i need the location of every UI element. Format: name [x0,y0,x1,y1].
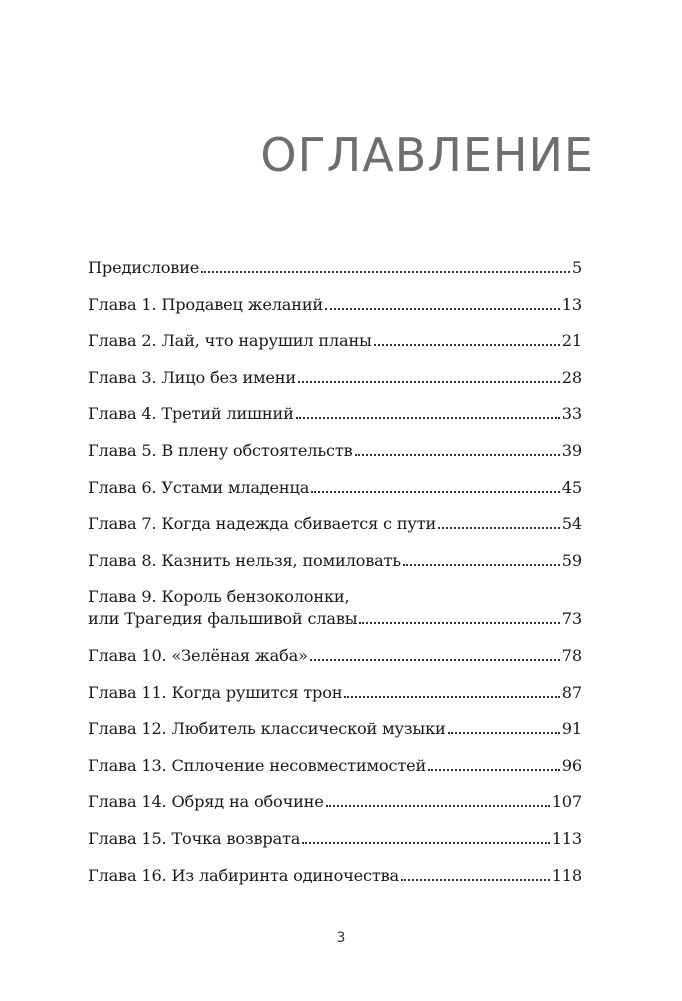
toc-entry-chapter-8[interactable] [88,550,582,572]
page-number: 3 [336,930,346,946]
dot-leader [325,308,560,310]
toc-entry-chapter-5[interactable] [88,440,582,462]
dot-leader [438,527,560,529]
toc-entry-page: 113 [551,828,582,848]
toc-entry-chapter-10[interactable] [88,645,582,667]
toc-entry-title: Глава 1. Продавец желаний [88,294,324,314]
toc-entry-chapter-3[interactable] [88,367,582,389]
toc-entry-title: Глава 7. Когда надежда сбивается с пути [88,514,437,534]
toc-entry-page: 54 [561,514,582,534]
table-of-contents [88,257,582,901]
toc-entry-chapter-1[interactable] [88,294,582,316]
toc-entry-page: 39 [561,440,582,460]
toc-entry-title: Глава 6. Устами младенца [88,477,310,497]
page-title: ОГЛАВЛЕНИЕ [260,128,594,182]
toc-entry-title: Предисловие [88,258,200,277]
toc-entry-page: 73 [561,609,582,629]
toc-entry-title: Глава 4. Третий лишний [88,404,294,424]
toc-entry-chapter-12[interactable] [88,718,582,740]
toc-entry-chapter-7[interactable] [88,513,582,535]
toc-entry-chapter-16[interactable] [88,865,582,887]
dot-leader [355,454,560,456]
toc-entry-title: Глава 2. Лай, что нарушил планы [88,331,372,351]
toc-entry-title: Глава 10. «Зелёная жаба» [88,645,308,665]
toc-entry-page: 21 [561,331,582,351]
toc-entry-title: Глава 15. Точка возврата [88,828,301,848]
toc-entry-chapter-4[interactable] [88,403,582,425]
toc-entry-page: 78 [561,645,582,665]
toc-entry-title: Глава 5. В плену обстоятельств [88,440,353,460]
toc-entry-preface[interactable] [88,257,582,279]
toc-entry-chapter-13[interactable] [88,755,582,777]
dot-leader [296,417,560,419]
toc-entry-page: 33 [561,404,582,424]
toc-entry-page: 118 [551,865,582,885]
toc-entry-title: Глава 13. Сплочение несовместимостей [88,755,427,775]
toc-entry-page: 91 [561,719,582,739]
toc-entry-chapter-2[interactable] [88,330,582,352]
dot-leader [448,732,560,734]
toc-entry-chapter-9[interactable] [88,586,582,630]
toc-entry-page: 13 [561,294,582,314]
toc-entry-title: Глава 11. Когда рушится трон [88,682,343,702]
toc-entry-chapter-15[interactable] [88,828,582,850]
toc-entry-page: 96 [561,755,582,775]
toc-entry-chapter-6[interactable] [88,477,582,499]
toc-entry-title: Глава 8. Казнить нельзя, помиловать [88,550,401,570]
toc-entry-title: Глава 3. Лицо без имени [88,367,296,387]
toc-entry-page: 28 [561,367,582,387]
dot-leader [298,381,560,383]
toc-entry-page: 5 [571,258,582,277]
dot-leader [310,659,560,661]
toc-entry-title: Глава 16. Из лабиринта одиночества [88,865,400,885]
dot-leader [428,769,560,771]
toc-entry-title: Глава 9. Король бензоколонки, или Трагедия фальшивой славы [88,587,358,629]
toc-entry-title: Глава 12. Любитель классической музыки [88,719,446,739]
toc-entry-page: 87 [561,682,582,702]
dot-leader [344,696,559,698]
toc-entry-page: 107 [551,792,582,812]
dot-leader [374,344,560,346]
dot-leader [311,491,560,493]
dot-leader [401,879,550,881]
dot-leader [326,805,550,807]
dot-leader [201,271,570,273]
toc-entry-title: Глава 14. Обряд на обочине [88,792,324,812]
toc-entry-chapter-14[interactable] [88,791,582,813]
toc-entry-page: 59 [561,550,582,570]
toc-entry-chapter-11[interactable] [88,682,582,704]
toc-entry-page: 45 [561,477,582,497]
dot-leader [302,842,549,844]
dot-leader [403,564,560,566]
dot-leader [359,622,559,624]
